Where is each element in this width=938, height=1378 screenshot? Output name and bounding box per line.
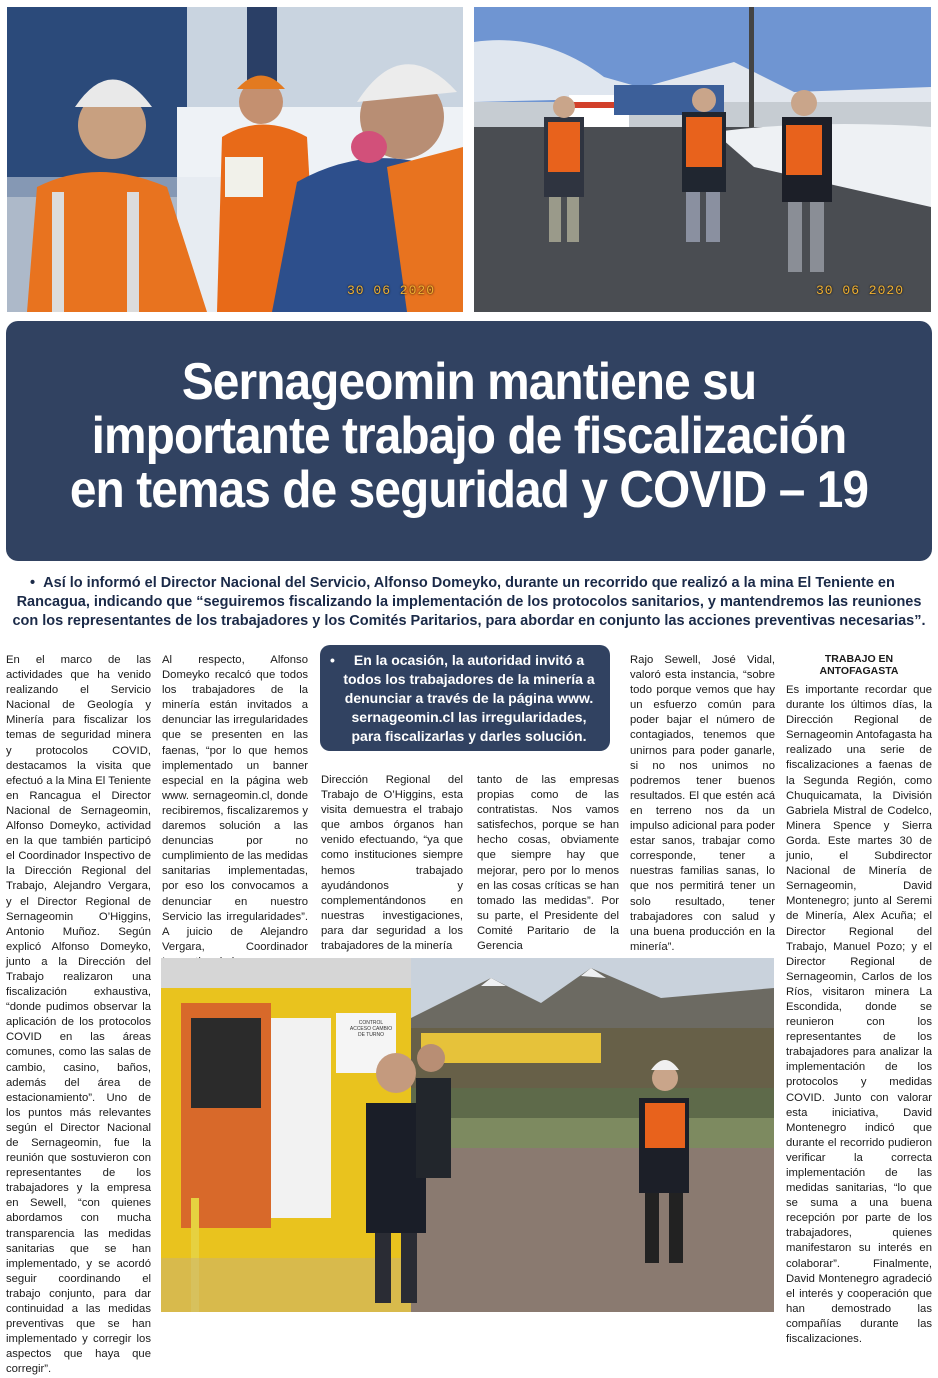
- article-column-3: [321, 773, 463, 954]
- bullet-icon: •: [330, 652, 335, 668]
- column-text: Al respecto, Alfonso Domeyko recalcó que todos los trabajadores de la minería están invitados a denunciar las irregularidades que se presenten en las faenas, “por lo que hemos implementado un banner especial en la página web www. sernageomin.cl, donde recibiremos, fiscalizaremos y daremos solución a las denuncias por no cumplimiento de las medidas sanitarias implementadas, por eso los convocamos a denunciar en nuestro Servicio las irregularidades”. A juicio de Alejandro Vergara, Coordinador: [162, 654, 308, 953]
- article-column-6: [786, 683, 932, 1347]
- photo-date-stamp: 30 06 2020: [816, 283, 905, 298]
- article-column-5: [630, 653, 775, 955]
- column-text: Es importante recordar que durante los últimos días, la Dirección Regional de Sernageomin Antofagasta ha realizado una serie de fiscalizaciones a faenas de la Segunda Región, como Chuquicamata, la División Gabriela Mistral de Codelco, Minera Spence y Sierra Gorda. Este martes 30 de junio, el Subdirector Nacional de Minería de Sernageomin, David Montenegro; junto al Seremi de Minería, Alex Acuña; el Director Regional del Trabajo, Manuel Pozo; y el Director Regional de Sernageomin, Carlos de los Ríos, visitaron minera La Escondida, donde se reunieron con los representantes de los trabajadores para analizar la implementación de los protocolos y medidas COVID. Junto con valorar esta iniciativa, David Montenegro indicó que durante el recorrido pudieron verificar la correcta implementación de las medidas sanitarias, “lo que se suma a una buena recepción por parte de los trabajadores, quienes manifestaron su interés en colaborar”. Finalmente, David Montenegro agradeció el interés y cooperación que han demostrado las compañías durante las fiscalizaciones.: [786, 684, 932, 1346]
- headline-line: Sernageomin mantiene su: [181, 353, 757, 411]
- photo-inspection-snow-group: [474, 7, 931, 312]
- lead-paragraph: [10, 574, 928, 631]
- article-column-2: [162, 653, 308, 970]
- access-sign: CONTROL ACCESO CAMBIO DE TURNO: [349, 1020, 393, 1038]
- article-column-1: [6, 653, 151, 1378]
- lead-text: Así lo informó el Director Nacional del Servicio, Alfonso Domeyko, durante un recorrido que realizó a la mina El Teniente en Rancagua, indicando que “seguiremos fiscalizando la implementación de los protocolos sanitarios, y mantendremos las reuniones con los representantes de los trabajadores y los Comités Paritarios, para abordar en conjunto las acciones preventivas necesarias”.: [12, 575, 926, 629]
- bullet-icon: •: [30, 575, 36, 591]
- column-text: tanto de las empresas propias como de las contratistas. Nos vamos satisfechos, porque se han hecho cosas, obviamente que siempre hay que mejorar, pero por lo menos en las cosas críticas se han tomado las medidas”. Por su parte, el Presidente del Comité Paritario de la Gerencia: [477, 774, 619, 953]
- column-text: Rajo Sewell, José Vidal, valoró esta instancia, “sobre todo porque vemos que hay un esfuerzo común para poder bajar el número de contagiados, tenemos que unirnos para poder ganarle, si no nos unimos no podremos tener buenos resultados. El que estén acá en terreno nos da un impulso adicional para poder estar sanos, trabajar como corresponde, tener a nuestras familias sanas, lo que nos permitirá tener un solo resultado, tener trabajadores con salud y una buena producción en la minería”.: [630, 654, 775, 953]
- photo-date-stamp: 30 06 2020: [347, 283, 436, 298]
- section-heading: TRABAJO EN ANTOFAGASTA: [819, 653, 899, 677]
- headline-line: importante trabajo de fiscalización: [91, 407, 847, 465]
- article-column-4: [477, 773, 619, 954]
- photo-inspection-snow-closeup: [7, 7, 463, 312]
- photo-site-visit: [161, 958, 774, 1312]
- headline-banner: [6, 321, 932, 561]
- headline: [43, 355, 895, 517]
- callout-box: [320, 645, 610, 751]
- column-text: En el marco de las actividades que ha venido realizando el Servicio Nacional de Geología y Minería para fiscalizar los temas de seguridad minera y protocolos COVID, destacamos la visita que efectuó a la Mina El Teniente en Rancagua el Director Nacional de Sernageomin, Alfonso Domeyko, actividad en la que también participó el Coordinador Inspectivo de la Dirección Regional del Trabajo, Alejandro Vergara, y el Director Regional de Sernageomin O’Higgins, Antonio Muñoz. Según explicó Alfonso Domeyko, junto a la Dirección del Trabajo realizaron una fiscalización exhaustiva, “donde pudimos observar la aplicación de los protocolos COVID en las áreas comunes, como las salas de cambio, casino, baños, además del área de estacionamiento”. Uno de los puntos más relevantes según el Director Nacional de Sernageomin, fue la reunión que sostuvieron con representantes de los trabajadores y la empresa en Sewell, “con quienes abordamos con mucha transparencia las medidas sanitarias que se han implementado, y se acordó seguir coordinando el trabajo conjunto, para dar continuidad a las medidas preventivas que se han implementado y corregir los aspectos que haya que corregir”.: [6, 654, 151, 1376]
- headline-line: en temas de seguridad y COVID – 19: [69, 461, 869, 519]
- callout-text: En la ocasión, la autoridad invitó a todos los trabajadores de la minería a denunciar a través de la página www. sernageomin.cl las irregularidades, para fiscalizarlas y darles solución.: [343, 652, 595, 744]
- column-text: Dirección Regional del Trabajo de O’Higgins, esta visita demuestra el trabajo que ambos órganos han venido efectuando, “ya que como instituciones siempre hemos trabajado ayudándonos y complementándonos en nuestras investigaciones, para dar seguridad a los trabajadores de la minería: [321, 774, 463, 953]
